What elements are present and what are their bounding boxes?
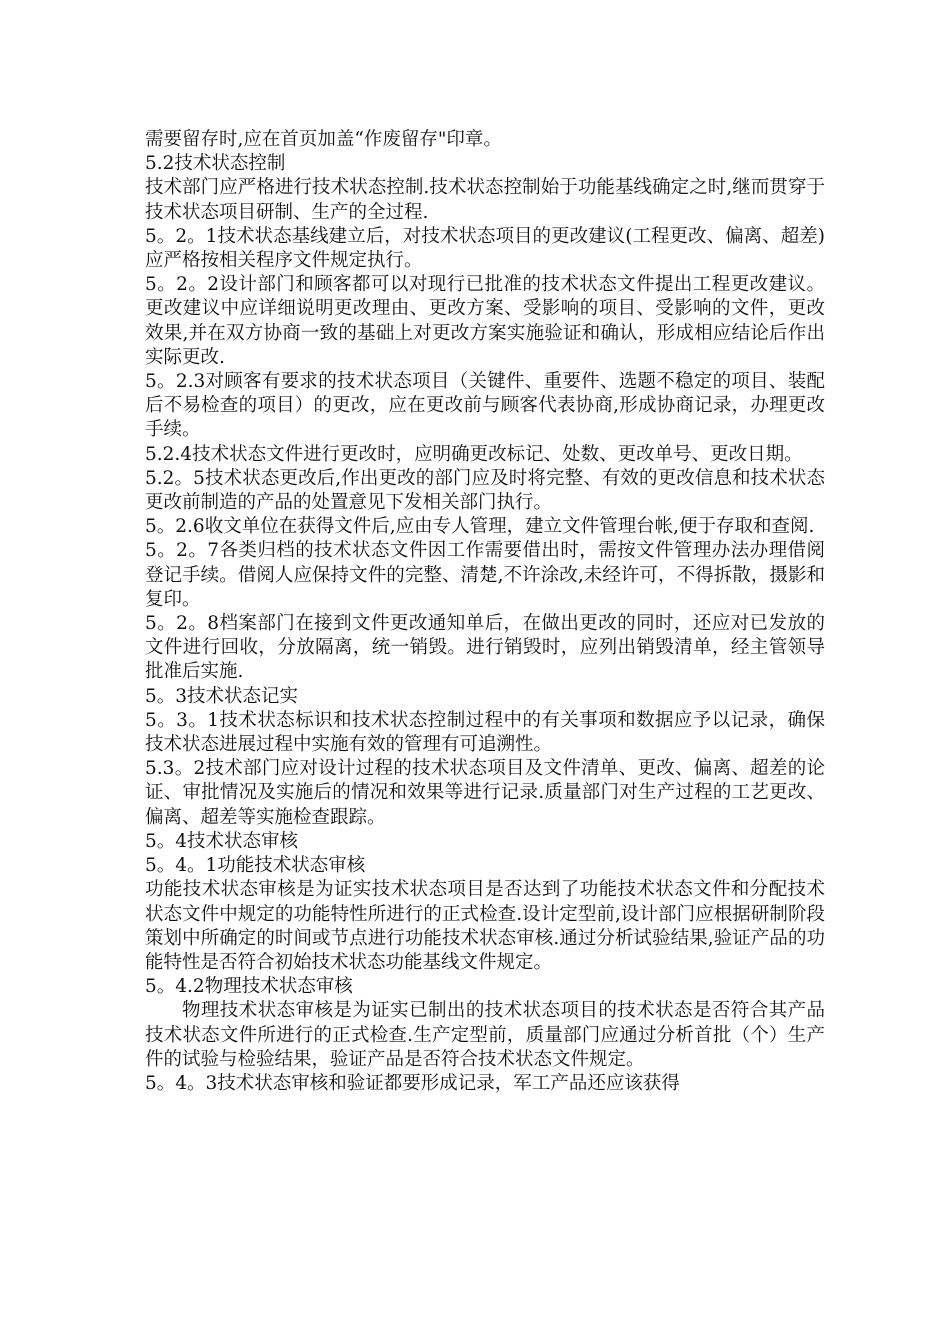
paragraph-5-4-3: 5。4。3技术状态审核和验证都要形成记录，军工产品还应该获得 bbox=[145, 1072, 680, 1094]
paragraph-5-2-2: 5。2。2设计部门和顾客都可以对现行已批准的技术状态文件提出工程更改建议。更改建议中应详细说明更改理由、更改方案、受影响的项目、受影响的文件，更改效果,并在双方协商一致的基础上对更改方案实施验证和确认，形成相应结论后作出实际更改. bbox=[145, 274, 825, 368]
heading-5-3: 5。3技术状态记实 bbox=[145, 685, 299, 707]
paragraph-5-3-2: 5.3。2技术部门应对设计过程的技术状态项目及文件清单、更改、偏离、超差的论证、审批情况及实施后的情况和效果等进行记录.质量部门对生产过程的工艺更改、偏离、超差等实施检查跟踪。 bbox=[145, 758, 825, 828]
paragraph-5-2-3: 5。2.3对顾客有要求的技术状态项目（关键件、重要件、选题不稳定的项目、装配后不易检查的项目）的更改，应在更改前与顾客代表协商,形成协商记录，办理更改手续。 bbox=[145, 371, 825, 441]
paragraph-physical-audit: 物理技术状态审核是为证实已制出的技术状态项目的技术状态是否符合其产品技术状态文件所进行的正式检查.生产定型前，质量部门应通过分析首批（个）生产件的试验与检验结果，验证产品是否符合技术状态文件规定。 bbox=[145, 1000, 825, 1070]
document-page bbox=[145, 128, 825, 1096]
paragraph-5-2-intro: 技术部门应严格进行技术状态控制.技术状态控制始于功能基线确定之时,继而贯穿于技术状态项目研制、生产的全过程. bbox=[145, 177, 825, 223]
paragraph-5-2-4: 5.2.4技术状态文件进行更改时，应明确更改标记、处数、更改单号、更改日期。 bbox=[145, 443, 803, 465]
heading-5-4: 5。4技术状态审核 bbox=[145, 830, 299, 852]
paragraph-5-2-5: 5.2。5技术状态更改后,作出更改的部门应及时将完整、有效的更改信息和技术状态更改前制造的产品的处置意见下发相关部门执行。 bbox=[145, 467, 825, 514]
heading-5-4-2: 5。4.2物理技术状态审核 bbox=[145, 976, 353, 998]
paragraph-5-2-6: 5。2.6收文单位在获得文件后,应由专人管理，建立文件管理台帐,便于存取和查阅. bbox=[145, 516, 815, 538]
paragraph-5-2-8: 5。2。8档案部门在接到文件更改通知单后，在做出更改的同时，还应对已发放的文件进行回收，分放隔离，统一销毁。进行销毁时，应列出销毁清单，经主管领导批准后实施. bbox=[145, 613, 825, 683]
paragraph-5-3-1: 5。3。1技术状态标识和技术状态控制过程中的有关事项和数据应予以记录，确保技术状态进展过程中实施有效的管理有可追溯性。 bbox=[145, 709, 825, 756]
paragraph-void-retention-stamp: 需要留存时,应在首页加盖“作废留存"印章。 bbox=[145, 129, 502, 150]
paragraph-5-2-1: 5。2。1技术状态基线建立后，对技术状态项目的更改建议(工程更改、偏离、超差)应严格按相关程序文件规定执行。 bbox=[145, 225, 825, 272]
paragraph-5-2-7: 5。2。7各类归档的技术状态文件因工作需要借出时，需按文件管理办法办理借阅登记手续。借阅人应保持文件的完整、清楚,不许涂改,未经许可，不得拆散，摄影和复印。 bbox=[145, 540, 825, 610]
heading-5-2: 5.2技术状态控制 bbox=[145, 153, 286, 175]
paragraph-functional-audit: 功能技术状态审核是为证实技术状态项目是否达到了功能技术状态文件和分配技术状态文件中规定的功能特性所进行的正式检查.设计定型前,设计部门应根据研制阶段策划中所确定的时间或节点进行功能技术状态审核.通过分析试验结果,验证产品的功能特性是否符合初始技术状态功能基线文件规定。 bbox=[145, 879, 825, 973]
heading-5-4-1: 5。4。1功能技术状态审核 bbox=[145, 855, 366, 877]
